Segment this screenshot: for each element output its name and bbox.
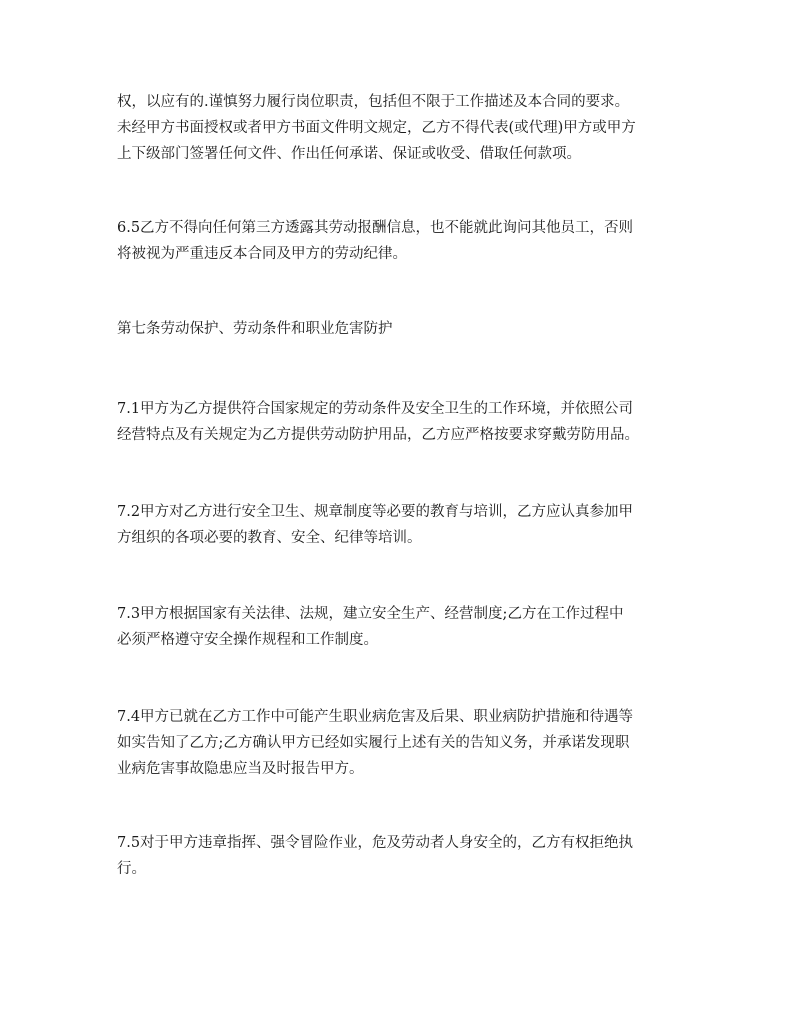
text-line: 权，以应有的.谨慎努力履行岗位职责，包括但不限于工作描述及本合同的要求。 (117, 94, 630, 110)
paragraph-clause-7-2 (117, 499, 687, 551)
text-line: 上下级部门签署任何文件、作出任何承诺、保证或收受、借取任何款项。 (117, 146, 581, 162)
text-line: 业病危害事故隐患应当及时报告甲方。 (117, 761, 364, 777)
text-line: 方组织的各项必要的教育、安全、纪律等培训。 (117, 530, 422, 546)
paragraph-clause-7-3 (117, 601, 687, 653)
text-line: 如实告知了乙方;乙方确认甲方已经如实履行上述有关的告知义务，并承诺发现职 (117, 735, 630, 751)
text-line: 7.2甲方对乙方进行安全卫生、规章制度等必要的教育与培训，乙方应认真参加甲 (117, 504, 634, 520)
text-line: 7.4甲方已就在乙方工作中可能产生职业病危害及后果、职业病防护措施和待遇等 (117, 709, 634, 725)
text-line: 7.3甲方根据国家有关法律、法规，建立安全生产、经营制度;乙方在工作过程中 (117, 606, 624, 622)
article-7-heading (117, 316, 687, 342)
text-line: 经营特点及有关规定为乙方提供劳动防护用品，乙方应严格按要求穿戴劳防用品。 (117, 427, 639, 443)
text-line: 7.5对于甲方违章指挥、强令冒险作业，危及劳动者人身安全的，乙方有权拒绝执 (117, 835, 634, 851)
paragraph-contract-continuation (117, 89, 687, 167)
paragraph-clause-6-5 (117, 215, 687, 267)
text-line: 将被视为严重违反本合同及甲方的劳动纪律。 (117, 246, 407, 262)
text-line: 第七条劳动保护、劳动条件和职业危害防护 (117, 321, 393, 337)
text-line: 行。 (117, 861, 146, 877)
text-line: 7.1甲方为乙方提供符合国家规定的劳动条件及安全卫生的工作环境，并依照公司 (117, 401, 634, 417)
paragraph-clause-7-5 (117, 830, 687, 882)
text-line: 必须严格遵守安全操作规程和工作制度。 (117, 632, 378, 648)
paragraph-clause-7-1 (117, 396, 687, 448)
paragraph-clause-7-4 (117, 704, 687, 782)
text-line: 未经甲方书面授权或者甲方书面文件明文规定，乙方不得代表(或代理)甲方或甲方 (117, 120, 636, 136)
text-line: 6.5乙方不得向任何第三方透露其劳动报酬信息，也不能就此询问其他员工，否则 (117, 220, 634, 236)
